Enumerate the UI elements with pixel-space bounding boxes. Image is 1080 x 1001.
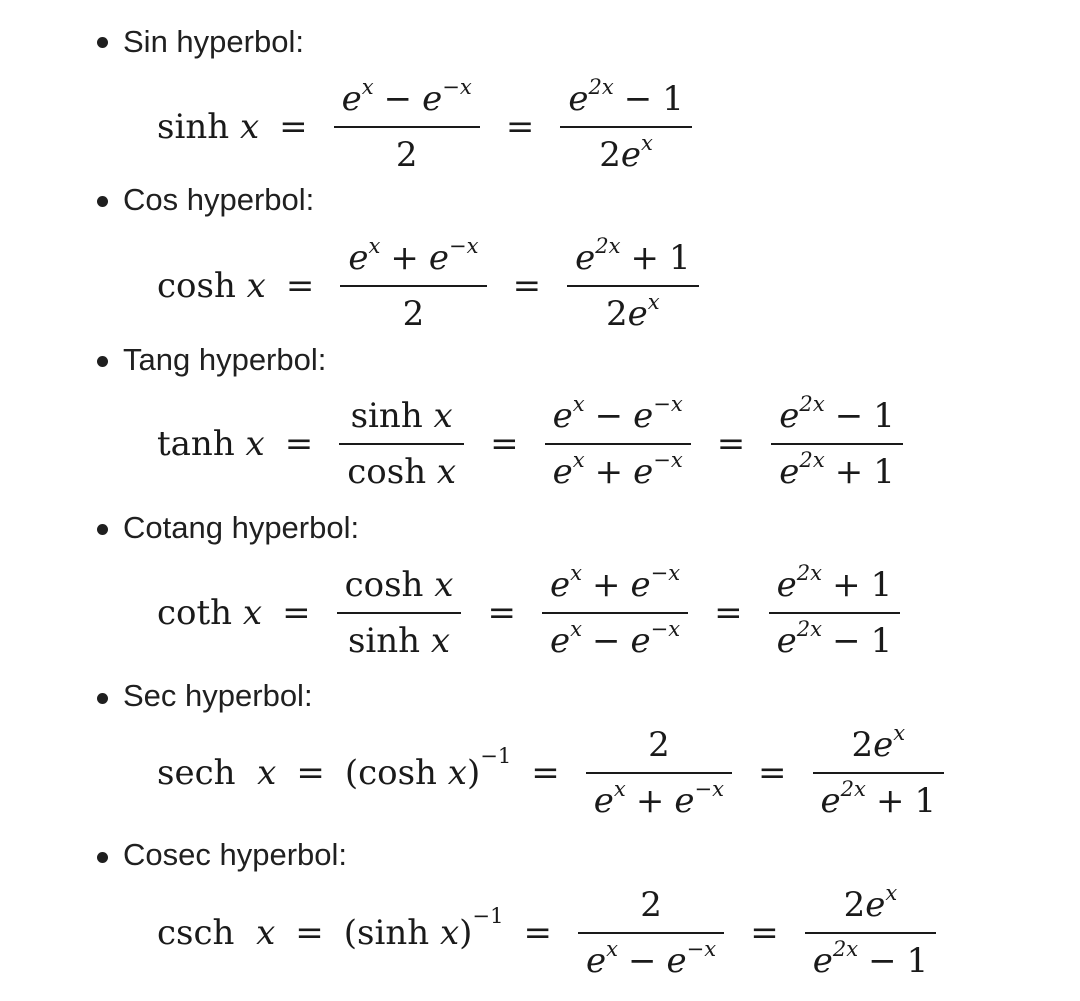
section-label: Tang hyperbol: [123,342,327,377]
fraction: $\frac{e^{2x} + 1}{2e^x}$ [561,237,705,336]
bullet-icon [97,196,108,207]
fraction: $\frac{\text{sinh x}}{\text{cosh x}}$ [333,395,470,494]
formula-sinh: sinh x = $\frac{e^x - e^{-x}}{2}$ = $\frac{e^{2x} - 1}{2e^x}$ [157,67,698,187]
fraction: $\frac{\text{cosh x}}{\text{sinh x}}$ [331,564,468,663]
section-label: Cosec hyperbol: [123,837,348,872]
fraction: $\frac{2}{e^x - e^{-x}}$ [572,884,730,983]
section-label: Sin hyperbol: [123,24,304,59]
fraction: $\frac{e^x - e^{-x}}{e^x + e^{-x}}$ [539,395,697,494]
fraction: $\frac{e^x + e^{-x}}{2}$ [334,237,492,336]
fraction: $\frac{e^{2x} - 1}{2e^x}$ [554,78,698,177]
bullet-icon [97,693,108,704]
fraction: $\frac{e^{2x} - 1}{e^{2x} + 1}$ [765,395,909,494]
bullet-icon [97,524,108,535]
formula-tanh: tanh x = $\frac{\text{sinh x}}{\text{cosh x}}$ = $\frac{e^x - e^{-x}}{e^x + e^{-x}}$ = $\frac{e^{2x} - 1}{e^{2x} + 1}$ [157,384,909,504]
fraction: $\frac{e^x - e^{-x}}{2}$ [328,78,486,177]
section-label: Cos hyperbol: [123,182,315,217]
section-label: Cotang hyperbol: [123,510,360,545]
formula-coth: coth x = $\frac{\text{cosh x}}{\text{sinh x}}$ = $\frac{e^x + e^{-x}}{e^x - e^{-x}}$ = $\frac{e^{2x} + 1}{e^{2x} - 1}$ [157,553,906,673]
formula-csch: csch x = (sinh x)$^{-1}$ = $\frac{2}{e^x - e^{-x}}$ = $\frac{2e^x}{e^{2x} - 1}$ [157,873,942,993]
bullet-icon [97,356,108,367]
section-label: Sec hyperbol: [123,678,313,713]
fraction: $\frac{2e^x}{e^{2x} - 1}$ [799,884,943,983]
fraction: $\frac{e^{2x} + 1}{e^{2x} - 1}$ [763,564,907,663]
formula-cosh: cosh x = $\frac{e^x + e^{-x}}{2}$ = $\frac{e^{2x} + 1}{2e^x}$ [157,226,705,346]
fraction: $\frac{e^x + e^{-x}}{e^x - e^{-x}}$ [536,564,694,663]
fraction: $\frac{2}{e^x + e^{-x}}$ [580,724,738,823]
bullet-icon [97,852,108,863]
bullet-icon [97,37,108,48]
formula-sech: sech x = (cosh x)$^{-1}$ = $\frac{2}{e^x + e^{-x}}$ = $\frac{2e^x}{e^{2x} + 1}$ [157,713,950,833]
fraction: $\frac{2e^x}{e^{2x} + 1}$ [807,724,951,823]
